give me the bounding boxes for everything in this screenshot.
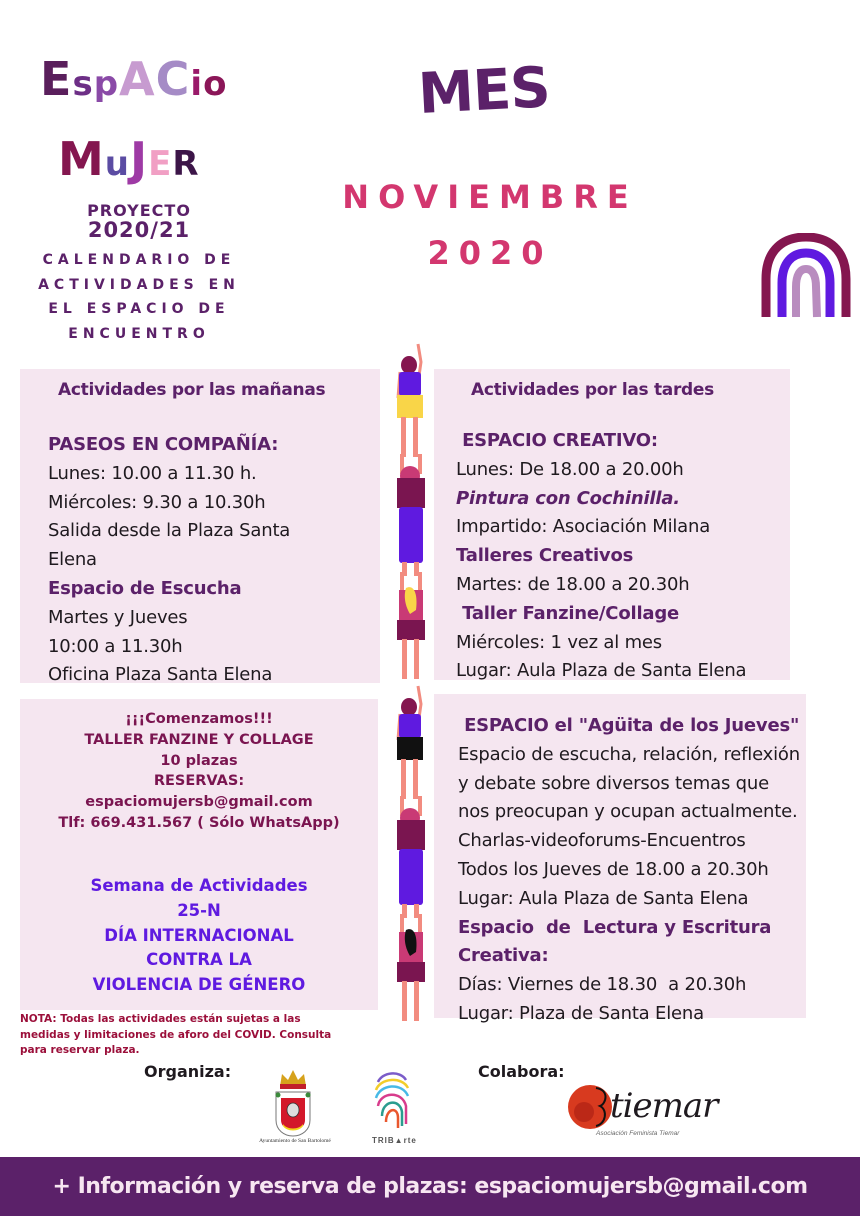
logo-letter: s: [72, 64, 94, 104]
logo-mujer: [58, 132, 200, 186]
activity-detail: Espacio de escucha, relación, reflexión: [458, 743, 800, 765]
activity-detail: Lunes: 10.00 a 11.30 h.: [48, 462, 257, 484]
activity-detail: Oficina Plaza Santa Elena: [48, 664, 273, 686]
activity-heading: ESPACIO el "Agüita de los Jueves": [458, 715, 800, 736]
activity-detail: Días: Viernes de 18.30 a 20.30h: [458, 974, 747, 996]
activity-heading: PASEOS EN COMPAÑÍA:: [48, 434, 279, 455]
tiemar-wordmark: tiemar: [610, 1086, 718, 1126]
calendar-subtitle: [0, 248, 278, 346]
activity-detail: Elena: [48, 549, 97, 571]
logo-letter: J: [130, 132, 149, 186]
promo-block: [20, 709, 378, 834]
activity-detail: Todos los Jueves de 18.00 a 20.30h: [458, 858, 769, 880]
activity-detail: nos preocupan y ocupan actualmente.: [458, 801, 798, 823]
semana-line: VIOLENCIA DE GÉNERO: [92, 975, 306, 995]
activity-detail: Miércoles: 1 vez al mes: [456, 631, 662, 653]
semana-line: 25-N: [177, 900, 221, 920]
promo-email-link[interactable]: espaciomujersb@gmail.com: [85, 794, 313, 811]
activity-heading: Espacio de Escucha: [48, 577, 242, 599]
activity-heading: Talleres Creativos: [456, 545, 634, 567]
organiza-label: Organiza:: [144, 1062, 232, 1081]
activity-detail: Miércoles: 9.30 a 10.30h: [48, 491, 266, 513]
heading-month: NOVIEMBRE: [342, 178, 638, 216]
calendar-line: CALENDARIO DE: [42, 252, 236, 268]
promo-line: ¡¡¡Comenzamos!!!: [125, 711, 273, 727]
activity-detail: Lunes: De 18.00 a 20.00h: [456, 458, 684, 480]
ayuntamiento-coat-of-arms-logo: [272, 1068, 314, 1138]
tribarte-fingerprint-logo: [372, 1066, 412, 1136]
calendar-line: ACTIVIDADES EN: [38, 276, 240, 293]
promo-line: TALLER FANZINE Y COLLAGE: [84, 731, 314, 748]
promo-line: 10 plazas: [160, 752, 238, 769]
semana-line: CONTRA LA: [146, 950, 252, 970]
activity-detail: Charlas-videoforums-Encuentros: [458, 830, 746, 852]
logo-letter: M: [58, 132, 105, 186]
footer-info-link[interactable]: + Información y reserva de plazas: espaciomujersb@gmail.com: [52, 1174, 808, 1199]
activity-detail: Salida desde la Plaza Santa: [48, 520, 291, 542]
footer-banner: [0, 1157, 860, 1216]
logo-letter: i: [190, 64, 204, 104]
activity-detail: Martes: de 18.00 a 20.30h: [456, 573, 690, 595]
heading-year: 2020: [427, 234, 553, 272]
rainbow-icon: [760, 233, 852, 319]
tiemar-caption: Asociación Feminista Tiemar: [596, 1130, 680, 1137]
mornings-list: [48, 431, 290, 690]
calendar-line: EL ESPACIO DE: [48, 301, 230, 317]
semana-block: [20, 874, 378, 998]
project-year: 2020/21: [87, 218, 191, 242]
colabora-label: Colabora:: [478, 1062, 565, 1081]
semana-line: Semana de Actividades: [90, 876, 308, 895]
afternoons-list: [456, 427, 746, 686]
activity-detail: Lugar: Plaza de Santa Elena: [458, 1002, 704, 1024]
mornings-title: Actividades por las mañanas: [58, 380, 326, 400]
calendar-line: ENCUENTRO: [68, 325, 210, 342]
activity-heading: Taller Fanzine/Collage: [456, 602, 680, 624]
jueves-list: [458, 712, 800, 1029]
activity-detail: 10:00 a 11.30h: [48, 635, 183, 657]
ayuntamiento-caption: Ayuntamiento de San Bartolomé: [259, 1138, 331, 1144]
activity-heading: Creativa:: [458, 945, 549, 967]
covid-note: NOTA: Todas las actividades están sujetas a las medidas y limitaciones de aforo del COVID. Consulta para reservar plaza.: [20, 1013, 332, 1056]
human-tower-illustration-bottom: [390, 684, 434, 1024]
logo-letter: C: [155, 52, 191, 106]
afternoons-title: Actividades por las tardes: [471, 380, 714, 400]
logo-letter: A: [119, 52, 156, 106]
logo-espacio: [40, 52, 227, 106]
project-label: PROYECTO: [87, 201, 191, 220]
activity-heading: Pintura con Cochinilla.: [456, 487, 680, 509]
promo-phone: Tlf: 669.431.567 ( Sólo WhatsApp): [58, 814, 340, 831]
human-tower-illustration-top: [390, 342, 434, 682]
heading-mes: MES: [416, 55, 552, 127]
activity-detail: Lugar: Aula Plaza de Santa Elena: [458, 887, 749, 909]
logo-letter: p: [93, 64, 120, 104]
semana-line: DÍA INTERNACIONAL: [104, 925, 294, 945]
activity-heading: Espacio de Lectura y Escritura: [458, 916, 772, 938]
logo-letter: o: [203, 64, 228, 104]
logo-letter: R: [172, 144, 200, 184]
tiemar-logo-circle: [566, 1082, 616, 1132]
logo-letter: u: [104, 144, 130, 184]
promo-line: RESERVAS:: [153, 773, 245, 790]
activity-detail: y debate sobre diversos temas que: [458, 772, 769, 794]
tribarte-caption: TRIB▲rte: [372, 1136, 417, 1145]
activity-heading: ESPACIO CREATIVO:: [456, 430, 658, 451]
activity-detail: Lugar: Aula Plaza de Santa Elena: [456, 660, 747, 682]
logo-letter: E: [40, 52, 73, 106]
activity-detail: Impartido: Asociación Milana: [456, 516, 711, 538]
logo-letter: E: [148, 144, 173, 184]
activity-detail: Martes y Jueves: [48, 606, 188, 628]
